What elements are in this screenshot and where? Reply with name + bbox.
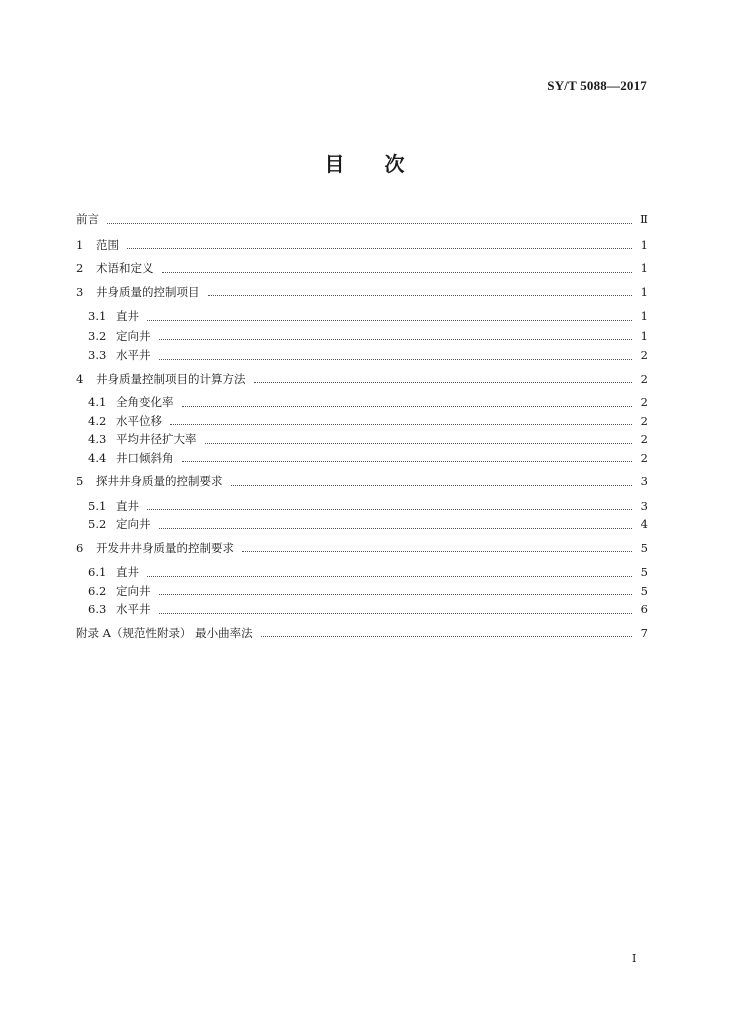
toc-entry-number: 3.1 xyxy=(88,309,107,323)
toc-entry-page: Ⅱ xyxy=(640,212,648,226)
page-title xyxy=(0,148,729,177)
toc-entry[interactable] xyxy=(76,450,648,465)
toc-entry-page: 1 xyxy=(640,284,648,299)
toc-entry-label: 直井 xyxy=(116,498,139,513)
toc-entry-page: 7 xyxy=(640,625,648,640)
toc-entry-number: 4.4 xyxy=(88,450,107,465)
toc-entry-label: 水平位移 xyxy=(116,413,162,428)
dot-leader xyxy=(159,528,633,529)
toc-entry[interactable] xyxy=(76,498,648,513)
toc-entry-number: 6.1 xyxy=(88,565,107,579)
toc-entry[interactable] xyxy=(76,263,648,275)
toc-entry-number: 3 xyxy=(76,284,84,299)
toc-entry-number: 4.2 xyxy=(88,413,107,428)
dot-leader xyxy=(254,382,633,383)
toc-entry-page: 3 xyxy=(640,474,648,488)
toc-entry-label: 水平井 xyxy=(116,348,151,362)
toc-entry-page: 2 xyxy=(640,432,648,446)
toc-entry-page: 6 xyxy=(640,602,648,616)
header-standard-code: SY/T 5088—2017 xyxy=(547,78,647,93)
dot-leader xyxy=(182,406,633,407)
toc-entry-label: 井身质量的控制项目 xyxy=(96,284,200,299)
toc-entry-number: 1 xyxy=(76,237,84,252)
toc-entry-label: 定向井 xyxy=(116,517,151,531)
toc-entry-number: 4 xyxy=(76,371,84,386)
toc-entry-page: 5 xyxy=(640,583,648,598)
toc-entry-label: 定向井 xyxy=(116,583,151,598)
dot-leader xyxy=(147,509,632,510)
toc-entry-label: 直井 xyxy=(116,565,139,579)
toc-entry-page: 5 xyxy=(640,565,648,579)
toc-entry-label: 全角变化率 xyxy=(116,395,174,409)
toc-entry[interactable] xyxy=(76,311,648,323)
toc-entry[interactable] xyxy=(76,284,648,299)
toc-entry-number: 5.1 xyxy=(88,498,107,513)
dot-leader xyxy=(261,636,632,637)
page-number: I xyxy=(632,952,637,965)
dot-leader xyxy=(127,248,632,249)
toc-entry-number: 5 xyxy=(76,474,84,488)
dot-leader xyxy=(159,613,633,614)
toc-entry-page: 4 xyxy=(640,517,648,531)
toc-entry[interactable] xyxy=(76,567,648,579)
table-of-contents xyxy=(76,214,648,639)
toc-entry[interactable] xyxy=(76,397,648,409)
toc-entry-page: 2 xyxy=(640,450,648,465)
toc-entry[interactable] xyxy=(76,540,648,555)
toc-entry[interactable] xyxy=(76,519,648,531)
toc-entry-number: 2 xyxy=(76,261,84,275)
toc-entry-page: 1 xyxy=(640,237,648,252)
dot-leader xyxy=(231,485,633,486)
toc-entry[interactable] xyxy=(76,413,648,428)
toc-entry-page: 2 xyxy=(640,348,648,362)
toc-entry-page: 2 xyxy=(640,413,648,428)
toc-entry[interactable] xyxy=(76,371,648,386)
dot-leader xyxy=(182,461,633,462)
toc-entry[interactable] xyxy=(76,434,648,446)
dot-leader xyxy=(107,223,632,224)
toc-entry-number: 3.2 xyxy=(88,328,107,343)
toc-entry-label: 范围 xyxy=(96,237,119,252)
dot-leader xyxy=(159,359,633,360)
toc-entry-page: 3 xyxy=(640,498,648,513)
dot-leader xyxy=(208,295,633,296)
dot-leader xyxy=(147,320,632,321)
toc-entry-label: 井口倾斜角 xyxy=(116,450,174,465)
toc-entry[interactable] xyxy=(76,237,648,252)
toc-entry[interactable] xyxy=(76,604,648,616)
toc-entry-number: 6.2 xyxy=(88,583,107,598)
title-char-2: 次 xyxy=(384,152,405,176)
title-char-1: 目 xyxy=(324,152,345,176)
toc-entry-label: 探井井身质量的控制要求 xyxy=(96,474,223,488)
toc-entry-label: 附录 A（规范性附录） 最小曲率法 xyxy=(76,625,253,640)
dot-leader xyxy=(162,272,633,273)
toc-entry-label: 开发井井身质量的控制要求 xyxy=(96,540,234,555)
toc-entry[interactable] xyxy=(76,625,648,640)
dot-leader xyxy=(170,424,632,425)
toc-entry-label: 直井 xyxy=(116,309,139,323)
toc-entry-label: 井身质量控制项目的计算方法 xyxy=(96,371,246,386)
toc-entry-label: 前言 xyxy=(76,212,99,226)
dot-leader xyxy=(205,443,633,444)
dot-leader xyxy=(242,551,632,552)
dot-leader xyxy=(159,594,633,595)
toc-entry-number: 4.1 xyxy=(88,395,107,409)
toc-entry-number: 5.2 xyxy=(88,517,107,531)
toc-entry[interactable] xyxy=(76,328,648,343)
toc-entry-page: 5 xyxy=(640,540,648,555)
toc-entry[interactable] xyxy=(76,214,648,226)
toc-entry-number: 3.3 xyxy=(88,348,107,362)
toc-entry[interactable] xyxy=(76,476,648,488)
toc-entry-page: 2 xyxy=(640,371,648,386)
toc-entry-number: 6 xyxy=(76,540,84,555)
toc-entry-label: 术语和定义 xyxy=(96,261,154,275)
toc-entry-page: 2 xyxy=(640,395,648,409)
toc-entry-page: 1 xyxy=(640,309,648,323)
toc-entry-number: 6.3 xyxy=(88,602,107,616)
toc-entry-page: 1 xyxy=(640,328,648,343)
toc-entry-label: 平均井径扩大率 xyxy=(116,432,197,446)
toc-entry-label: 水平井 xyxy=(116,602,151,616)
toc-entry-label: 定向井 xyxy=(116,328,151,343)
toc-entry-page: 1 xyxy=(640,261,648,275)
toc-entry-number: 4.3 xyxy=(88,432,107,446)
toc-entry[interactable] xyxy=(76,583,648,598)
toc-entry[interactable] xyxy=(76,350,648,362)
dot-leader xyxy=(147,576,632,577)
dot-leader xyxy=(159,339,633,340)
